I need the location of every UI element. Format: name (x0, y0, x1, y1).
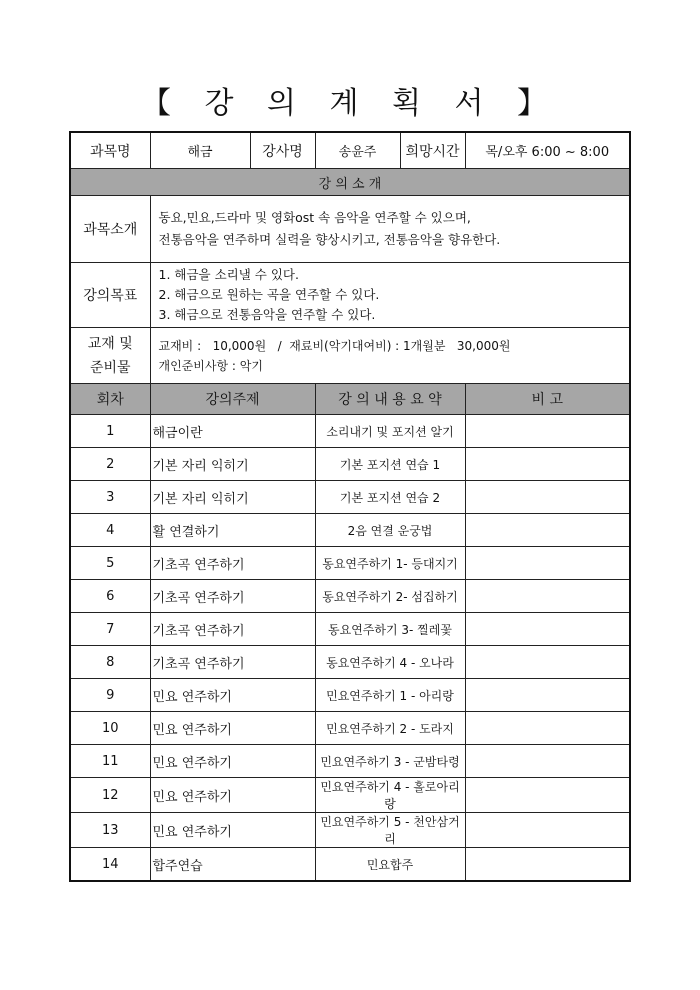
session-summary: 민요합주 (315, 848, 465, 882)
session-row (70, 745, 630, 778)
materials-line: 개인준비사항 : 악기 (158, 358, 263, 373)
overview-text (150, 196, 630, 263)
session-row (70, 679, 630, 712)
session-remarks (465, 712, 630, 745)
session-columns-header (70, 384, 630, 415)
course-value: 해금 (150, 132, 250, 169)
session-topic: 기초곡 연주하기 (150, 646, 315, 679)
session-summary: 기본 포지션 연습 1 (315, 448, 465, 481)
session-topic: 기초곡 연주하기 (150, 580, 315, 613)
session-topic: 기본 자리 익히기 (150, 481, 315, 514)
session-row (70, 778, 630, 813)
session-summary: 동요연주하기 4 - 오나라 (315, 646, 465, 679)
session-summary: 민요연주하기 5 - 천안삼거리 (315, 813, 465, 848)
overview-line: 동요,민요,드라마 및 영화ost 속 음악을 연주할 수 있으며, (158, 210, 471, 225)
session-topic: 민요 연주하기 (150, 712, 315, 745)
session-summary: 민요연주하기 3 - 군밤타령 (315, 745, 465, 778)
goals-row (70, 263, 630, 328)
session-number: 13 (70, 813, 150, 848)
intro-heading: 강 의 소 개 (70, 169, 630, 196)
topic-column-header: 강의주제 (150, 384, 315, 415)
session-topic: 기본 자리 익히기 (150, 448, 315, 481)
session-number: 7 (70, 613, 150, 646)
course-label: 과목명 (70, 132, 150, 169)
time-label: 희망시간 (400, 132, 465, 169)
session-row (70, 580, 630, 613)
session-remarks (465, 448, 630, 481)
session-remarks (465, 580, 630, 613)
session-summary: 민요연주하기 1 - 아리랑 (315, 679, 465, 712)
goal-line: 1. 해금을 소리낼 수 있다. (158, 267, 299, 282)
remarks-column-header: 비 고 (465, 384, 630, 415)
session-topic: 활 연결하기 (150, 514, 315, 547)
session-number: 12 (70, 778, 150, 813)
session-number: 8 (70, 646, 150, 679)
session-topic: 합주연습 (150, 848, 315, 882)
session-remarks (465, 613, 630, 646)
session-topic: 기초곡 연주하기 (150, 613, 315, 646)
session-summary: 소리내기 및 포지션 알기 (315, 415, 465, 448)
session-number: 2 (70, 448, 150, 481)
session-number: 14 (70, 848, 150, 882)
session-number: 11 (70, 745, 150, 778)
overview-line: 전통음악을 연주하며 실력을 향상시키고, 전통음악을 향유한다. (158, 232, 501, 247)
session-summary: 동요연주하기 2- 섬집하기 (315, 580, 465, 613)
session-remarks (465, 745, 630, 778)
lecture-plan-table (69, 131, 631, 882)
session-remarks (465, 646, 630, 679)
session-row (70, 547, 630, 580)
session-remarks (465, 415, 630, 448)
session-number: 10 (70, 712, 150, 745)
overview-label: 과목소개 (70, 196, 150, 263)
session-topic: 민요 연주하기 (150, 813, 315, 848)
materials-row (70, 328, 630, 384)
goal-line: 3. 해금으로 전통음악을 연주할 수 있다. (158, 307, 376, 322)
session-number: 5 (70, 547, 150, 580)
materials-label-line: 교재 및 (87, 335, 133, 352)
session-remarks (465, 547, 630, 580)
session-remarks (465, 481, 630, 514)
session-remarks (465, 848, 630, 882)
course-info-row (70, 132, 630, 169)
session-summary: 기본 포지션 연습 2 (315, 481, 465, 514)
materials-line: 교재비 : 10,000원 / 재료비(악기대여비) : 1개월분 30,000원 (158, 338, 511, 353)
session-summary: 민요연주하기 2 - 도라지 (315, 712, 465, 745)
session-row (70, 481, 630, 514)
goal-line: 2. 해금으로 원하는 곡을 연주할 수 있다. (158, 287, 380, 302)
session-row (70, 613, 630, 646)
time-value: 목/오후 6:00 ~ 8:00 (465, 132, 630, 169)
session-number: 6 (70, 580, 150, 613)
instructor-label: 강사명 (250, 132, 315, 169)
session-number: 9 (70, 679, 150, 712)
session-summary: 민요연주하기 4 - 홀로아리랑 (315, 778, 465, 813)
session-number: 4 (70, 514, 150, 547)
session-remarks (465, 514, 630, 547)
intro-heading-row (70, 169, 630, 196)
session-remarks (465, 778, 630, 813)
page-title: 【 강 의 계 획 서 】 (140, 86, 560, 121)
session-remarks (465, 679, 630, 712)
session-summary: 2음 연결 운궁법 (315, 514, 465, 547)
materials-label (70, 328, 150, 384)
session-row (70, 646, 630, 679)
materials-text (150, 328, 630, 384)
goals-label: 강의목표 (70, 263, 150, 328)
session-summary: 동요연주하기 1- 등대지기 (315, 547, 465, 580)
session-topic: 민요 연주하기 (150, 679, 315, 712)
goals-text (150, 263, 630, 328)
session-number: 3 (70, 481, 150, 514)
session-column-header: 회차 (70, 384, 150, 415)
session-row (70, 813, 630, 848)
session-topic: 민요 연주하기 (150, 778, 315, 813)
session-row (70, 848, 630, 882)
session-number: 1 (70, 415, 150, 448)
session-topic: 해금이란 (150, 415, 315, 448)
session-row (70, 712, 630, 745)
session-topic: 민요 연주하기 (150, 745, 315, 778)
materials-label-line: 준비물 (89, 359, 131, 376)
summary-column-header-visible: 강 의 내 용 요 약 (315, 384, 465, 415)
session-remarks (465, 813, 630, 848)
session-row (70, 448, 630, 481)
session-row (70, 514, 630, 547)
session-row (70, 415, 630, 448)
session-topic: 기초곡 연주하기 (150, 547, 315, 580)
session-summary: 동요연주하기 3- 찔레꽃 (315, 613, 465, 646)
instructor-value: 송윤주 (315, 132, 400, 169)
overview-row (70, 196, 630, 263)
